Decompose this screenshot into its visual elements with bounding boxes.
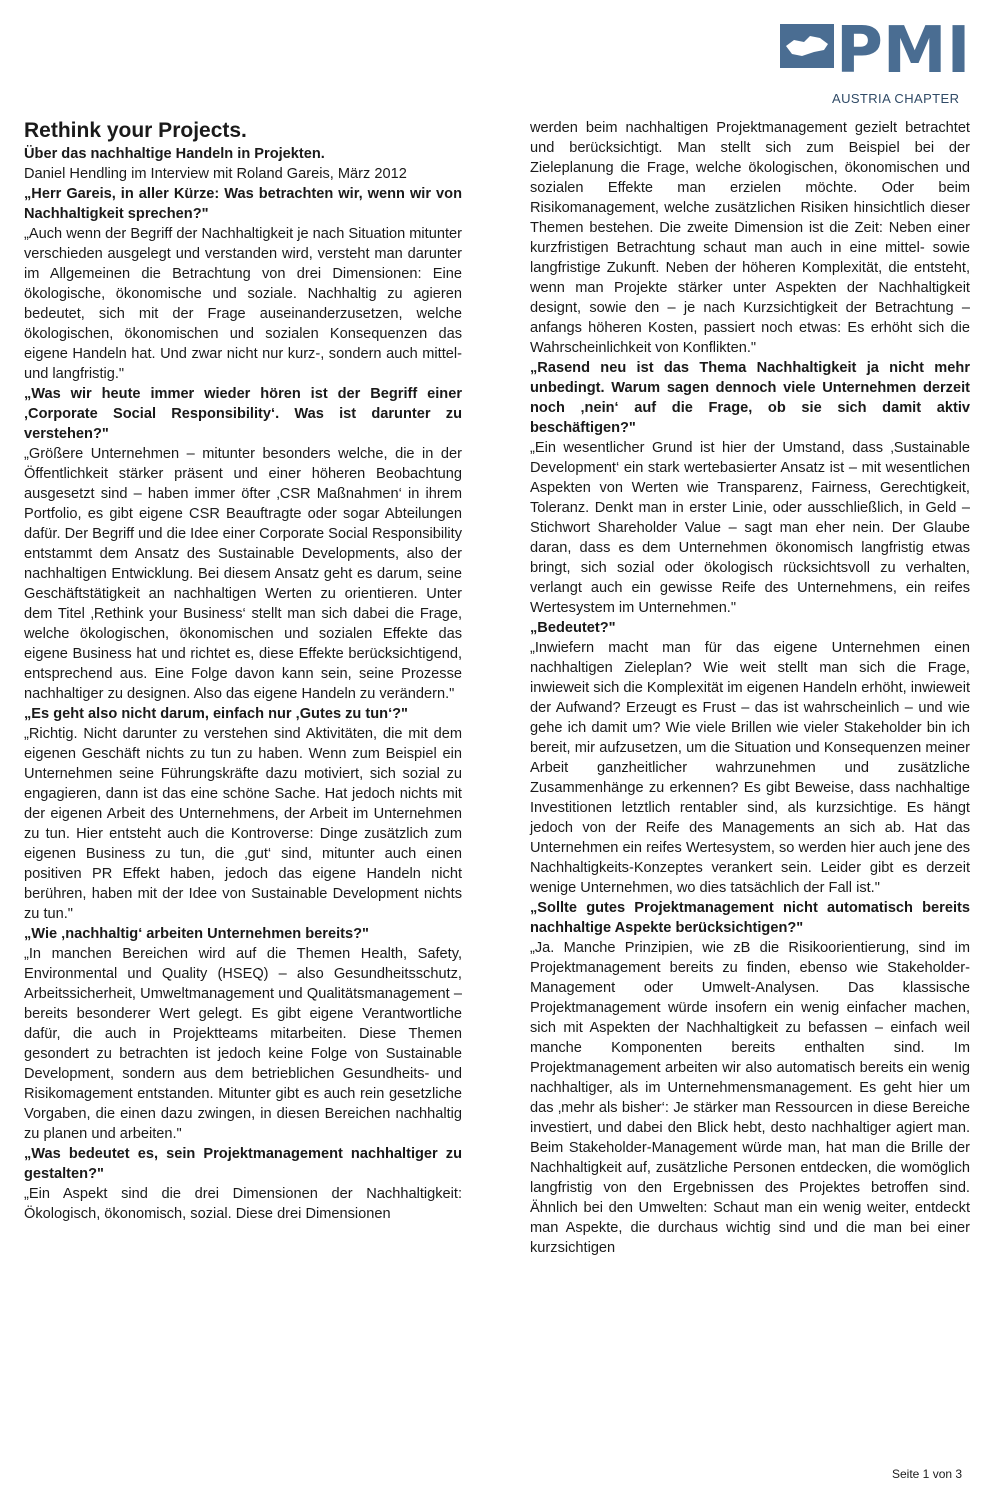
article-byline: Daniel Hendling im Interview mit Roland Gareis, März 2012	[24, 166, 407, 182]
interview-answer: „In manchen Bereichen wird auf die Themen Health, Safety, Environmental und Quality (HSEQ) – also Gesundheitsschutz, Arbeitssicherheit, Umweltmanagement und Qualitätsmanagement – bereits besonderer Wert gelegt. Es gibt eigene Verantwortliche dafür, die auch in Projektteams mitarbeiten. Diese Themen gesondert zu betrachten ist jedoch keine Folge von Sustainable Development, sondern aus dem betrieblichen Gesundheits- und Risikomagement entstanden. Mitunter gibt es auch rein gesetzliche Vorgaben, die einen dazu zwingen, in diesen Bereichen nachhaltig zu planen und arbeiten."	[24, 946, 462, 1142]
article-subtitle: Über das nachhaltige Handeln in Projekten.	[24, 146, 325, 162]
interview-answer: „Inwiefern macht man für das eigene Unternehmen einen nachhaltigen Zieleplan? Wie weit stellt man sich die Frage, inwieweit sich die Komplexität im eigenen Handeln erhöht, inwieweit der Aufwand? Erzeugt es Frust – das ist wahrscheinlich – und wie gehe ich damit um? Wie viele Brillen wie vieler Stakeholder bin ich bereit, mir aufzusetzen, um die Situation und Konsequenzen meiner Arbeit ganzheitlicher wahrzunehmen und zusätzliche Zusammenhänge zu erkennen? Es gibt Beweise, dass nachhaltige Investitionen letztlich rentabler sind, als kurzsichtige. Es hängt jedoch von der Reife des Managements an sich ab. Hat das Unternehmen ein reifes Wertesystem, so werden hier auch jene des Nachhaltigkeits-Konzeptes verankert sein. Leider gibt es derzeit wenige Unternehmen, wo dies tatsächlich der Fall ist."	[530, 640, 970, 896]
interview-question: „Was bedeutet es, sein Projektmanagement nachhaltiger zu gestalten?"	[24, 1146, 462, 1182]
interview-question: „Was wir heute immer wieder hören ist der Begriff einer ‚Corporate Social Responsibility‘. Was ist darunter zu verstehen?"	[24, 386, 462, 442]
interview-question: „Sollte gutes Projektmanagement nicht automatisch bereits nachhaltige Aspekte berücksichtigen?"	[530, 900, 970, 936]
interview-question: „Wie ‚nachhaltig‘ arbeiten Unternehmen bereits?"	[24, 926, 369, 942]
logo-caption: AUSTRIA CHAPTER	[832, 91, 960, 106]
pmi-logo-icon	[780, 16, 970, 76]
page-number: Seite 1 von 3	[892, 1467, 963, 1481]
logo-text: PMI	[836, 16, 970, 76]
interview-question: „Herr Gareis, in aller Kürze: Was betrachten wir, wenn wir von Nachhaltigkeit sprechen?"	[24, 186, 462, 222]
interview-answer: „Ja. Manche Prinzipien, wie zB die Risikoorientierung, sind im Projektmanagement bereits zu finden, ebenso wie Stakeholder-Management oder Umwelt-Analysen. Das klassische Projektmanagement würde insofern ein wenig einfacher machen, sich mit Aspekten der Nachhaltigkeit zu befassen – einfach weil manche Komponenten bereits enthalten sind. Im Projektmanagement arbeiten wir also automatisch bereits ein wenig nachhaltiger, als im Unternehmensmanagement. Es geht hier um das ‚mehr als bisher‘: Je stärker man Ressourcen in diese Bereiche investiert, und dabei den Blick hebt, desto nachhaltiger agiert man. Beim Stakeholder-Management würde man, hat man die Brille der Nachhaltigkeit auf, zusätzliche Personen entdecken, die womöglich langfristig von den Ergebnissen des Projektes betroffen sind. Ähnlich bei den Umwelten: Schaut man ein wenig weiter, entdeckt man Aspekte, die durchaus wichtig sind und die man bei einer kurzsichtigen	[530, 940, 970, 1256]
interview-question: „Rasend neu ist das Thema Nachhaltigkeit ja nicht mehr unbedingt. Warum sagen dennoch viele Unternehmen derzeit noch ‚nein‘ auf die Frage, ob sie sich damit aktiv beschäftigen?"	[530, 360, 970, 436]
interview-answer: „Ein wesentlicher Grund ist hier der Umstand, dass ‚Sustainable Development‘ ein stark wertebasierter Ansatz ist – mit wesentlichen Aspekten von Werten wie Transparenz, Fairness, Gerechtigkeit, Toleranz. Denkt man in erster Linie, oder ausschließlich, in Geld – Stichwort Shareholder Value – sagt man eher nein. Der Glaube daran, dass es dem Unternehmen ökonomisch langfristig etwas bringt, sich sozial oder ökologisch rücksichtsvoll zu verhalten, verlangt auch ein gewisse Reife des Unternehmens, ein reifes Wertesystem im Unternehmen."	[530, 440, 970, 616]
left-column	[24, 118, 462, 1224]
interview-answer: „Größere Unternehmen – mitunter besonders welche, die in der Öffentlichkeit stärker präsent und einer höheren Beobachtung ausgesetzt sind – haben immer öfter ‚CSR Maßnahmen‘ in ihrem Portfolio, es gibt eigene CSR Beauftragte oder sogar Abteilungen dafür. Der Begriff und die Idee einer Corporate Social Responsibility entstammt dem Ansatz des Sustainable Developments, also der nachhaltigen Entwicklung. Bei diesem Ansatz geht es darum, seine Geschäftstätigkeit an nachhaltigen Werten zu orientieren. Unter dem Titel ‚Rethink your Business‘ stellt man sich dabei die Frage, welche ökologischen, ökonomischen und sozialen Effekte das eigene Business hat und richtet es, diese Effekte berücksichtigend, entsprechend aus. Eine Folge davon kann sein, seine Prozesse nachhaltiger zu designen. Also das eigene Handeln zu verändern."	[24, 446, 462, 702]
interview-answer: „Richtig. Nicht darunter zu verstehen sind Aktivitäten, die mit dem eigenen Geschäft nichts zu tun zu haben. Wenn zum Beispiel ein Unternehmen seine Führungskräfte dazu motiviert, sich sozial zu engagieren, dann ist das eine schöne Sache. Hat jedoch nichts mit der eigenen Arbeit des Unternehmens, der Arbeit im Unternehmen zu tun. Hier entsteht auch die Kontroverse: Dinge zusätzlich zum eigenen Business zu tun, die ‚gut‘ sind, mitunter auch einen positiven PR Effekt haben, jedoch das eigene Handeln nicht berühren, haben mit der Idee von Sustainable Development nichts zu tun."	[24, 726, 462, 922]
right-column	[530, 118, 970, 1258]
interview-question: „Bedeutet?"	[530, 620, 616, 636]
interview-question: „Es geht also nicht darum, einfach nur ‚Gutes zu tun‘?"	[24, 706, 408, 722]
pmi-austria-logo	[780, 16, 972, 106]
interview-answer: „Ein Aspekt sind die drei Dimensionen der Nachhaltigkeit: Ökologisch, ökonomisch, sozial. Diese drei Dimensionen	[24, 1186, 462, 1222]
interview-answer: „Auch wenn der Begriff der Nachhaltigkeit je nach Situation mitunter verschieden ausgelegt und verstanden wird, versteht man darunter im Allgemeinen die Betrachtung von drei Dimensionen: Eine ökologische, ökonomische und soziale. Nachhaltig zu agieren bedeutet, sich mit der Frage auseinanderzusetzen, welche ökologischen, ökonomischen und sozialen Konsequenzen das eigene Handeln hat. Und zwar nicht nur kurz-, sondern auch mittel- und langfristig."	[24, 226, 462, 382]
interview-answer: werden beim nachhaltigen Projektmanagement gezielt betrachtet und berücksichtigt. Man stellt sich zum Beispiel bei der Zieleplanung die Frage, welche ökologischen, ökonomischen und sozialen Effekte man erzielen möchte. Oder beim Risikomanagement, welche zusätzlichen Risiken hinsichtlich dieser Themen bestehen. Die zweite Dimension ist die Zeit: Neben einer kurzfristigen Betrachtung schaut man auch in eine mittel- sowie langfristige Zukunft. Neben der höheren Komplexität, die entsteht, wenn man Projekte stärker unter Aspekten der Nachhaltigkeit designt, sowie den – je nach Kurzsichtigkeit der Betrachtung – anfangs höheren Kosten, passiert noch etwas: Es erhöht sich die Wahrscheinlichkeit von Konflikten."	[530, 120, 970, 356]
article-title: Rethink your Projects.	[24, 119, 247, 142]
